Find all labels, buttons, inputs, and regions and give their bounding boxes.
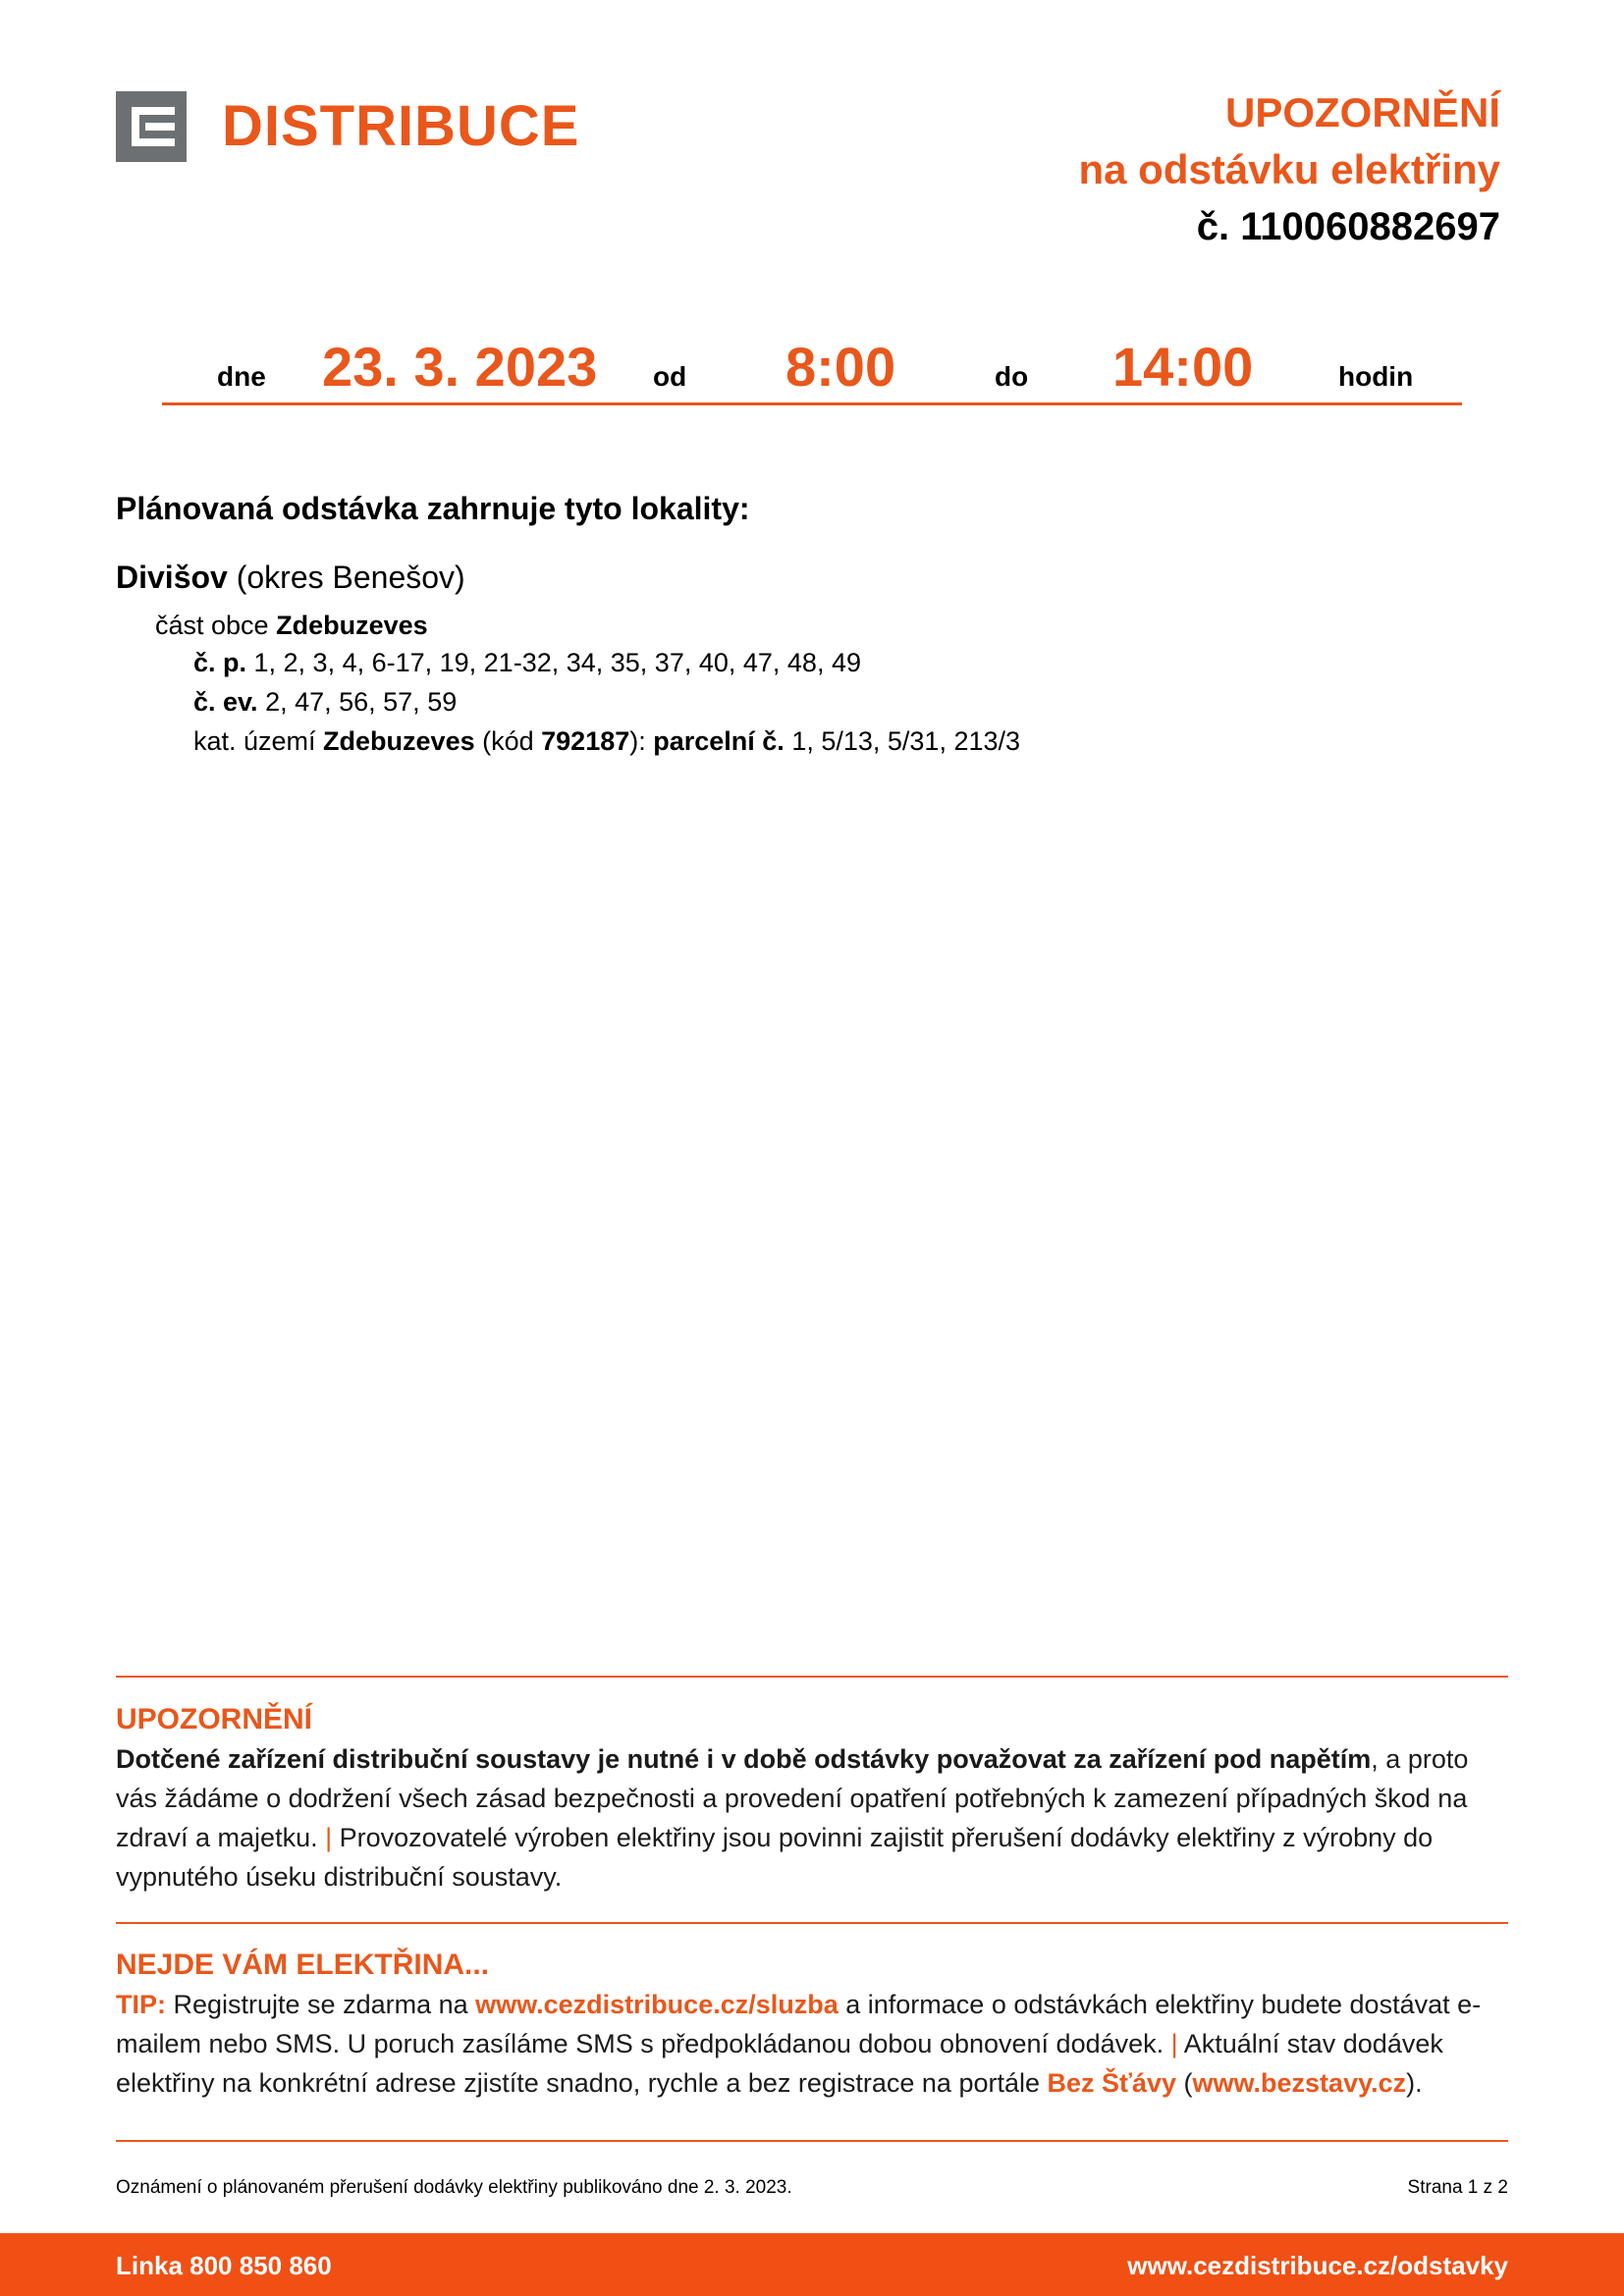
logo-text: DISTRIBUCE xyxy=(222,94,580,158)
house-numbers xyxy=(193,648,861,678)
outage-start-time: 8:00 xyxy=(785,336,896,398)
notice-title-block xyxy=(1079,84,1501,255)
part-name: Zdebuzeves xyxy=(276,611,428,640)
tip-text-2: a informace o odstávkách elektřiny budete dostávat e-mailem nebo SMS. U poruch zasíláme SMS s předpokládanou dobou obnovení dodávek. xyxy=(116,1990,1482,2058)
municipality-part xyxy=(155,611,428,641)
registration-link[interactable]: www.cezdistribuce.cz/sluzba xyxy=(475,1990,839,2019)
divider xyxy=(116,1676,1508,1678)
localities-heading: Plánovaná odstávka zahrnuje tyto lokality: xyxy=(116,491,750,526)
tip-text-3: Aktuální stav dodávek elektřiny na konkrétní adrese zjistíte snadno, rychle a bez registrace na portále xyxy=(116,2029,1443,2098)
tip-label: TIP: xyxy=(116,1990,166,2019)
footer-bar xyxy=(0,2233,1624,2296)
notice-subtitle: na odstávku elektřiny xyxy=(1078,146,1500,192)
tip-body xyxy=(116,1985,1510,2103)
house-numbers-values: 1, 2, 3, 4, 6-17, 19, 21-32, 34, 35, 37, 40, 47, 48, 49 xyxy=(246,648,861,677)
divider xyxy=(116,2140,1508,2142)
cadastral-name: Zdebuzeves xyxy=(323,726,475,756)
part-prefix: část obce xyxy=(155,611,277,640)
warning-text: , a proto vás žádáme o dodržení všech zásad bezpečnosti a provedení opatření potřebných k zamezení případných škod na zdraví a majetku. xyxy=(116,1744,1469,1852)
paren-open: ( xyxy=(1176,2068,1193,2098)
registration-numbers xyxy=(193,687,457,718)
registration-numbers-label: č. ev. xyxy=(193,687,258,717)
date-label: dne xyxy=(217,361,266,392)
warning-title: UPOZORNĚNÍ xyxy=(116,1703,313,1735)
cez-logo-icon xyxy=(116,91,187,162)
warning-notice xyxy=(116,1700,1510,1896)
tip-notice xyxy=(116,1946,1510,2103)
notice-number: č. 110060882697 xyxy=(1196,205,1500,248)
district-name: (okres Benešov) xyxy=(227,560,465,595)
hotline-phone[interactable]: Linka 800 850 860 xyxy=(116,2251,332,2280)
bezstavy-link[interactable]: www.bezstavy.cz xyxy=(1192,2068,1407,2098)
warning-body xyxy=(116,1739,1510,1896)
cadastral-code-prefix: (kód xyxy=(474,726,542,756)
paren-close: ). xyxy=(1406,2068,1423,2098)
house-numbers-label: č. p. xyxy=(193,648,247,677)
parcel-label: parcelní č. xyxy=(653,726,785,756)
notice-title: UPOZORNĚNÍ xyxy=(1224,89,1500,135)
company-logo xyxy=(116,90,579,163)
producer-text: Provozovatelé výroben elektřiny jsou povinni zajistit přerušení dodávky elektřiny z výrobny do vypnutého úseku distribuční soustavy. xyxy=(116,1823,1434,1892)
outage-end-time: 14:00 xyxy=(1112,336,1254,398)
tip-text: Registrujte se zdarma na xyxy=(166,1990,476,2019)
town-name: Divišov xyxy=(116,560,228,595)
registration-numbers-values: 2, 47, 56, 57, 59 xyxy=(257,687,458,717)
tip-title: NEJDE VÁM ELEKTŘINA... xyxy=(116,1949,490,1981)
warning-bold-text: Dotčené zařízení distribuční soustavy je nutné i v době odstávky považovat za zařízení pod napětím xyxy=(116,1744,1372,1774)
portal-name: Bez Šťávy xyxy=(1047,2068,1177,2098)
separator: | xyxy=(1170,2029,1178,2058)
cadastral-code: 792187 xyxy=(541,726,630,756)
divider xyxy=(116,1922,1508,1924)
cadastral-area xyxy=(193,726,1020,757)
page-number: Strana 1 z 2 xyxy=(1407,2177,1508,2198)
cadastral-code-suffix: ): xyxy=(629,726,654,756)
publication-note: Oznámení o plánovaném přerušení dodávky elektřiny publikováno dne 2. 3. 2023. xyxy=(116,2177,792,2198)
separator: | xyxy=(325,1823,333,1852)
outages-website-link[interactable]: www.cezdistribuce.cz/odstavky xyxy=(1127,2251,1508,2280)
outage-schedule xyxy=(162,324,1462,405)
town-line xyxy=(116,560,465,596)
from-label: od xyxy=(653,361,687,392)
to-label: do xyxy=(995,361,1029,392)
parcel-values: 1, 5/13, 5/31, 213/3 xyxy=(784,726,1021,756)
hours-label: hodin xyxy=(1338,361,1414,392)
outage-date: 23. 3. 2023 xyxy=(322,336,598,398)
cadastral-prefix: kat. území xyxy=(193,726,324,756)
